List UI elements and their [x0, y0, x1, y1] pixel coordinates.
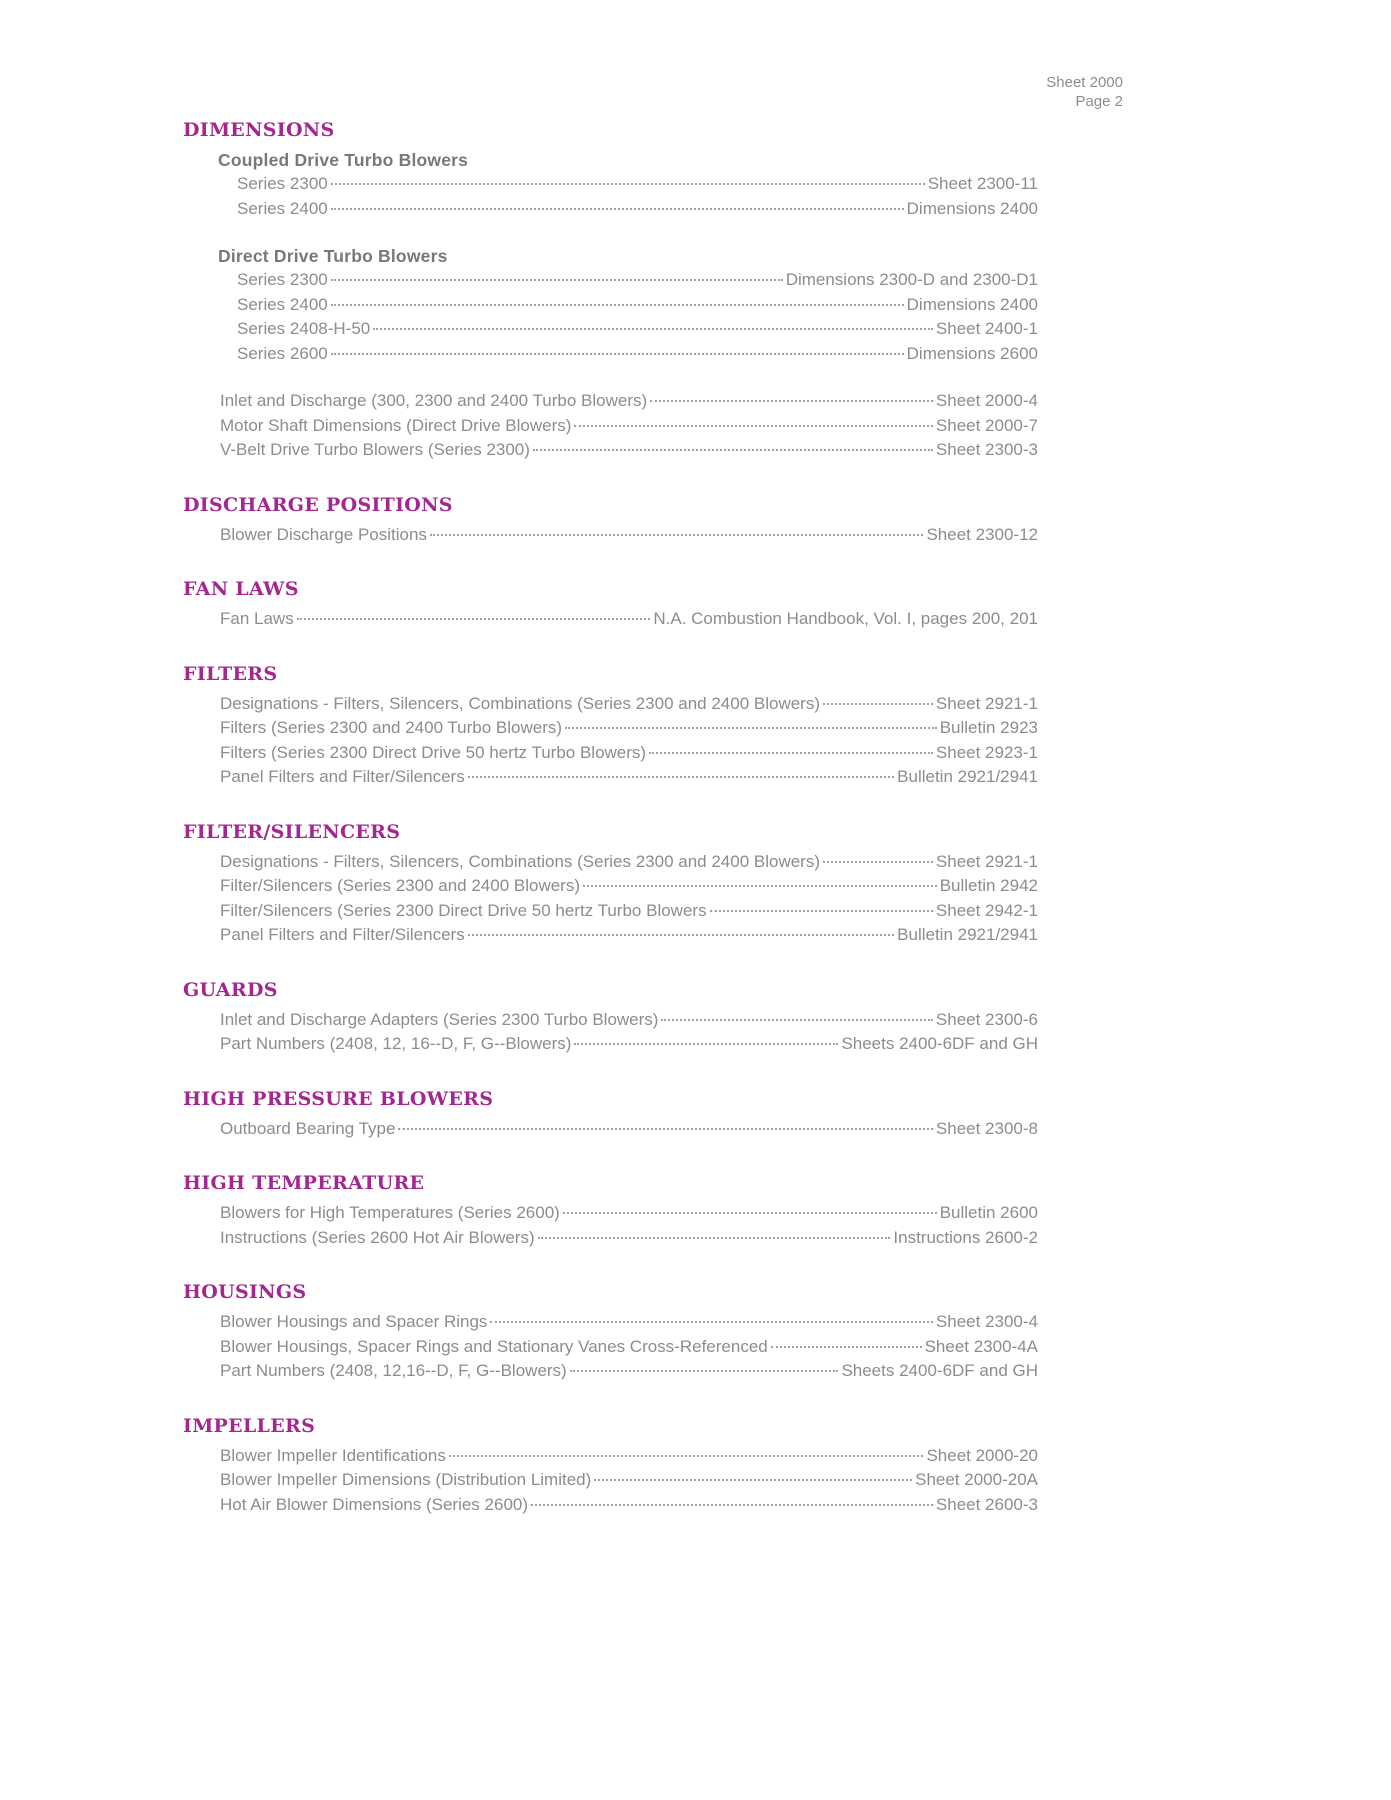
entry-label: Blowers for High Temperatures (Series 2600): [220, 1203, 560, 1222]
dot-leader: [331, 353, 904, 355]
entry-ref: Dimensions 2400: [906, 294, 1038, 314]
entry-label: Designations - Filters, Silencers, Combinations (Series 2300 and 2400 Blowers): [220, 693, 821, 713]
toc-entry: [220, 523, 1038, 548]
entry-label: Outboard Bearing Type: [220, 1118, 396, 1138]
entry-ref: Sheet 2942-1: [935, 900, 1038, 920]
dot-leader: [533, 449, 933, 451]
entry-ref: Bulletin 2921/2941: [897, 767, 1038, 786]
dot-leader: [661, 1019, 932, 1021]
entry-ref: Bulletin 2923: [939, 718, 1038, 737]
dot-leader: [594, 1479, 912, 1481]
section-heading: HIGH TEMPERATURE: [183, 1172, 425, 1194]
toc-group: [183, 244, 1038, 366]
toc-entry: [237, 268, 1038, 293]
section-heading: FILTER/SILENCERS: [183, 820, 401, 843]
toc-entry: [220, 1493, 1038, 1518]
toc-entry: [220, 692, 1038, 717]
dot-leader: [570, 1370, 839, 1372]
toc-entry: [220, 607, 1038, 632]
section-heading: HIGH PRESSURE BLOWERS: [183, 1087, 494, 1110]
toc-group: [183, 1310, 1038, 1384]
entry-ref: Bulletin 2942: [939, 876, 1038, 895]
entry-ref: Sheet 2921-1: [935, 693, 1038, 713]
entry-ref: Sheet 2300-8: [935, 1118, 1038, 1138]
toc-group: [183, 1008, 1038, 1057]
toc-section: [183, 493, 1038, 548]
entry-label: Blower Housings and Spacer Rings: [220, 1312, 488, 1331]
entry-ref: Dimensions 2300-D and 2300-D1: [785, 270, 1038, 289]
entry-ref: N.A. Combustion Handbook, Vol. I, pages 200, 201: [653, 609, 1038, 628]
entry-ref: Sheet 2000-7: [935, 415, 1038, 435]
dot-leader: [331, 279, 783, 281]
entry-label: Panel Filters and Filter/Silencers: [220, 767, 465, 786]
entry-ref: Sheet 2600-3: [935, 1494, 1038, 1514]
entry-ref: Sheet 2921-1: [935, 851, 1038, 871]
sheet-number: Sheet 2000: [1046, 74, 1123, 91]
entry-ref: Sheet 2300-3: [935, 440, 1038, 459]
toc-entry: [237, 197, 1038, 222]
toc-entry: [220, 1468, 1038, 1493]
entry-label: Blower Discharge Positions: [220, 524, 427, 544]
entry-label: Blower Impeller Dimensions (Distribution Limited): [220, 1470, 592, 1489]
toc-entry: [220, 1201, 1038, 1226]
toc-group: [183, 607, 1038, 632]
section-heading: IMPELLERS: [183, 1414, 316, 1437]
entry-ref: Sheet 2300-6: [935, 1009, 1038, 1029]
dot-leader: [538, 1237, 891, 1239]
toc-section: [183, 1414, 1038, 1518]
entry-label: Filters (Series 2300 and 2400 Turbo Blowers): [220, 718, 563, 737]
entry-ref: Dimensions 2400: [906, 198, 1038, 218]
toc-entry: [237, 342, 1038, 367]
page-header: [1046, 73, 1123, 111]
entry-ref: Sheet 2300-11: [927, 174, 1038, 193]
entry-ref: Instructions 2600-2: [893, 1227, 1038, 1247]
entry-label: Blower Impeller Identifications: [220, 1445, 446, 1465]
toc-entry: [220, 1359, 1038, 1384]
toc-group: [183, 1117, 1038, 1142]
section-heading: DISCHARGE POSITIONS: [183, 493, 453, 516]
entry-ref: Sheet 2000-20A: [915, 1470, 1038, 1489]
page-number: Page 2: [1075, 93, 1123, 110]
toc-entry: [220, 1444, 1038, 1469]
toc-group: [183, 850, 1038, 948]
dot-leader: [823, 861, 933, 863]
entry-label: Panel Filters and Filter/Silencers: [220, 925, 465, 944]
entry-ref: Sheet 2400-1: [935, 319, 1038, 338]
toc-entry: [220, 438, 1038, 463]
toc-group: [183, 523, 1038, 548]
section-heading: GUARDS: [183, 978, 278, 1001]
toc-entry: [220, 389, 1038, 414]
dot-leader: [710, 910, 933, 912]
toc-section: [183, 820, 1038, 948]
entry-label: Filters (Series 2300 Direct Drive 50 hertz Turbo Blowers): [220, 742, 647, 762]
dot-leader: [574, 425, 932, 427]
dot-leader: [649, 752, 933, 754]
dot-leader: [331, 304, 904, 306]
entry-label: Filter/Silencers (Series 2300 and 2400 Blowers): [220, 876, 581, 895]
toc-entry: [237, 317, 1038, 342]
toc-entry: [220, 716, 1038, 741]
dot-leader: [574, 1043, 838, 1045]
entry-label: Series 2300: [237, 270, 328, 289]
toc-group: [183, 1444, 1038, 1518]
toc-entry: [220, 1310, 1038, 1335]
toc-section: [183, 1171, 1038, 1250]
dot-leader: [583, 885, 937, 887]
dot-leader: [331, 183, 925, 185]
dot-leader: [331, 208, 904, 210]
entry-ref: Sheet 2000-20: [926, 1445, 1038, 1465]
entry-ref: Sheet 2923-1: [935, 742, 1038, 762]
toc-section: [183, 1280, 1038, 1384]
toc-entry: [220, 1032, 1038, 1057]
toc-entry: [220, 414, 1038, 439]
dot-leader: [563, 1212, 937, 1214]
dot-leader: [650, 400, 933, 402]
entry-label: Series 2408-H-50: [237, 319, 371, 338]
group-subheading: Coupled Drive Turbo Blowers: [218, 150, 469, 170]
entry-label: V-Belt Drive Turbo Blowers (Series 2300): [220, 440, 530, 459]
entry-ref: Sheet 2000-4: [935, 391, 1038, 410]
dot-leader: [398, 1128, 932, 1130]
toc-section: [183, 1087, 1038, 1142]
entry-label: Hot Air Blower Dimensions (Series 2600): [220, 1494, 529, 1514]
dot-leader: [771, 1346, 922, 1348]
entry-label: Part Numbers (2408, 12, 16--D, F, G--Blowers): [220, 1034, 572, 1053]
entry-ref: Sheet 2300-12: [926, 524, 1038, 544]
entry-ref: Bulletin 2600: [939, 1203, 1038, 1222]
entry-label: Series 2400: [237, 198, 328, 218]
toc-entry: [220, 923, 1038, 948]
toc-section: [183, 577, 1038, 632]
toc-entry: [220, 1117, 1038, 1142]
entry-label: Filter/Silencers (Series 2300 Direct Drive 50 hertz Turbo Blowers: [220, 900, 707, 920]
dot-leader: [373, 328, 933, 330]
entry-label: Series 2600: [237, 343, 328, 363]
dot-leader: [297, 618, 651, 620]
group-subheading: Direct Drive Turbo Blowers: [218, 246, 448, 266]
entry-ref: Sheet 2300-4A: [924, 1336, 1038, 1356]
section-heading: FILTERS: [183, 662, 278, 685]
entry-label: Blower Housings, Spacer Rings and Stationary Vanes Cross-Referenced: [220, 1336, 768, 1356]
dot-leader: [490, 1321, 932, 1323]
toc-group: [183, 692, 1038, 790]
section-heading: HOUSINGS: [183, 1281, 307, 1303]
entry-ref: Sheets 2400-6DF and GH: [841, 1034, 1038, 1053]
dot-leader: [565, 727, 937, 729]
entry-label: Fan Laws: [220, 609, 294, 628]
entry-label: Designations - Filters, Silencers, Combinations (Series 2300 and 2400 Blowers): [220, 851, 821, 871]
table-of-contents: [183, 118, 1038, 1517]
entry-label: Series 2400: [237, 294, 328, 314]
entry-ref: Bulletin 2921/2941: [897, 925, 1038, 944]
toc-entry: [237, 172, 1038, 197]
toc-group: [183, 389, 1038, 463]
toc-group: [183, 148, 1038, 221]
toc-entry: [220, 1335, 1038, 1360]
toc-section: [183, 978, 1038, 1057]
entry-label: Inlet and Discharge (300, 2300 and 2400 Turbo Blowers): [220, 391, 648, 410]
entry-ref: Sheets 2400-6DF and GH: [841, 1361, 1038, 1380]
entry-label: Instructions (Series 2600 Hot Air Blowers): [220, 1227, 535, 1247]
entry-ref: Sheet 2300-4: [935, 1312, 1038, 1331]
section-heading: FAN LAWS: [183, 578, 299, 600]
toc-entry: [220, 899, 1038, 924]
toc-entry: [220, 1226, 1038, 1251]
toc-entry: [220, 874, 1038, 899]
entry-label: Inlet and Discharge Adapters (Series 2300 Turbo Blowers): [220, 1009, 659, 1029]
toc-entry: [220, 850, 1038, 875]
dot-leader: [468, 776, 894, 778]
dot-leader: [531, 1504, 933, 1506]
entry-label: Part Numbers (2408, 12,16--D, F, G--Blowers): [220, 1361, 567, 1380]
toc-entry: [220, 765, 1038, 790]
toc-section: [183, 118, 1038, 463]
dot-leader: [468, 934, 894, 936]
dot-leader: [449, 1455, 924, 1457]
toc-section: [183, 662, 1038, 790]
dot-leader: [823, 703, 933, 705]
toc-entry: [220, 1008, 1038, 1033]
entry-label: Series 2300: [237, 174, 328, 193]
toc-entry: [220, 741, 1038, 766]
toc-group: [183, 1201, 1038, 1250]
section-heading: DIMENSIONS: [183, 119, 335, 141]
dot-leader: [430, 534, 924, 536]
entry-ref: Dimensions 2600: [906, 343, 1038, 363]
toc-entry: [237, 293, 1038, 318]
entry-label: Motor Shaft Dimensions (Direct Drive Blowers): [220, 415, 572, 435]
